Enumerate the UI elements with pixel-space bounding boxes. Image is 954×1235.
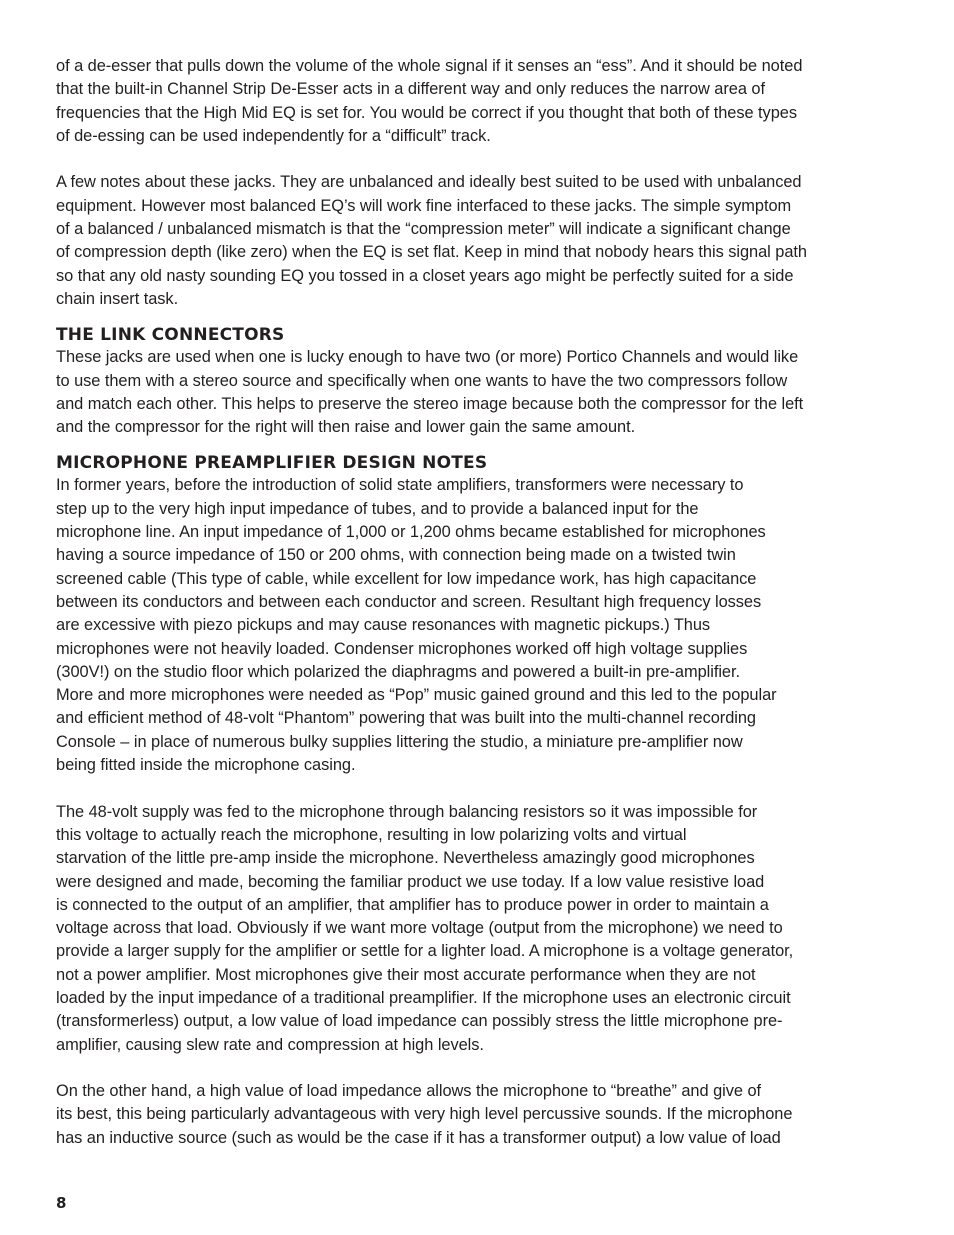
text-line: not a power amplifier. Most microphones give their most accurate performance when they are not xyxy=(56,965,756,984)
text-line: between its conductors and between each conductor and screen. Resultant high frequency losses xyxy=(56,592,762,611)
text-line: having a source impedance of 150 or 200 ohms, with connection being made on a twisted twin xyxy=(56,546,736,565)
text-line: frequencies that the High Mid EQ is set for. You would be correct if you thought that both of these types xyxy=(56,103,797,122)
text-line: step up to the very high input impedance of tubes, and to provide a balanced input for the xyxy=(56,499,699,518)
text-line: of de-essing can be used independently for a “difficult” track. xyxy=(56,126,491,145)
paragraph-spacer xyxy=(56,148,901,171)
text-line: of a balanced / unbalanced mismatch is that the “compression meter” will indicate a significant change xyxy=(56,220,791,239)
text-line: More and more microphones were needed as “Pop” music gained ground and this led to the popular xyxy=(56,686,777,705)
text-line: starvation of the little pre-amp inside the microphone. Nevertheless amazingly good microphones xyxy=(56,849,755,868)
text-line: microphone line. An input impedance of 1,000 or 1,200 ohms became established for microphones xyxy=(56,523,766,542)
text-line: loaded by the input impedance of a traditional preamplifier. If the microphone uses an electronic circuit xyxy=(56,988,791,1007)
text-line: of a de-esser that pulls down the volume of the whole signal if it senses an “ess”. And it should be noted xyxy=(56,57,803,75)
paragraph-link-connectors xyxy=(56,346,901,439)
text-line: The 48-volt supply was fed to the microphone through balancing resistors so it was impossible for xyxy=(56,802,758,821)
text-line: amplifier, causing slew rate and compression at high levels. xyxy=(56,1035,484,1054)
text-line: (transformerless) output, a low value of load impedance can possibly stress the little microphone pre- xyxy=(56,1012,783,1031)
text-line: is connected to the output of an amplifier, that amplifier has to produce power in order to maintain a xyxy=(56,895,769,914)
paragraph-jacks-notes xyxy=(56,171,901,311)
text-line: to use them with a stereo source and specifically when one wants to have the two compressors follow xyxy=(56,371,788,390)
text-line: equipment. However most balanced EQ’s will work fine interfaced to these jacks. The simple symptom xyxy=(56,196,792,215)
text-line: are excessive with piezo pickups and may cause resonances with magnetic pickups.) Thus xyxy=(56,616,711,635)
text-line: that the built-in Channel Strip De-Esser acts in a different way and only reduces the narrow area of xyxy=(56,80,765,99)
text-line: screened cable (This type of cable, while excellent for low impedance work, has high capacitance xyxy=(56,569,757,588)
section-heading-mic-preamp: MICROPHONE PREAMPLIFIER DESIGN NOTES xyxy=(56,453,488,474)
text-line: of compression depth (like zero) when the EQ is set flat. Keep in mind that nobody hears this signal path xyxy=(56,243,807,262)
document-page xyxy=(56,55,901,1150)
text-line: chain insert task. xyxy=(56,289,179,308)
paragraph-spacer xyxy=(56,1057,901,1080)
paragraph-load-impedance xyxy=(56,1080,901,1150)
section-heading-link-connectors: THE LINK CONNECTORS xyxy=(56,325,285,346)
text-line: and efficient method of 48-volt “Phantom” powering that was built into the multi-channel recording xyxy=(56,709,756,728)
text-line: were designed and made, becoming the familiar product we use today. If a low value resistive load xyxy=(56,872,765,891)
text-line: These jacks are used when one is lucky enough to have two (or more) Portico Channels and would like xyxy=(56,348,799,367)
text-line: microphones were not heavily loaded. Condenser microphones worked off high voltage supplies xyxy=(56,639,748,658)
text-line: On the other hand, a high value of load impedance allows the microphone to “breathe” and give of xyxy=(56,1082,762,1101)
text-line: provide a larger supply for the amplifier or settle for a lighter load. A microphone is a voltage generator, xyxy=(56,942,794,961)
paragraph-spacer xyxy=(56,777,901,800)
page-number: 8 xyxy=(56,1194,67,1212)
text-line: (300V!) on the studio floor which polarized the diaphragms and powered a built-in pre-amplifier. xyxy=(56,662,740,681)
text-line: and match each other. This helps to preserve the stereo image because both the compressor for the left xyxy=(56,394,804,413)
text-line: Console – in place of numerous bulky supplies littering the studio, a miniature pre-amplifier now xyxy=(56,732,743,751)
text-line: A few notes about these jacks. They are unbalanced and ideally best suited to be used with unbalanced xyxy=(56,173,802,192)
text-line: voltage across that load. Obviously if we want more voltage (output from the microphone) we need to xyxy=(56,919,783,938)
text-line: its best, this being particularly advantageous with very high level percussive sounds. If the microphone xyxy=(56,1105,793,1124)
text-line: In former years, before the introduction of solid state amplifiers, transformers were necessary to xyxy=(56,476,744,495)
paragraph-de-esser xyxy=(56,55,901,148)
paragraph-phantom-power xyxy=(56,801,901,1057)
text-line: so that any old nasty sounding EQ you tossed in a closet years ago might be perfectly suited for a side xyxy=(56,266,794,285)
paragraph-mic-history xyxy=(56,474,901,777)
text-line: and the compressor for the right will then raise and lower gain the same amount. xyxy=(56,418,636,437)
text-line: being fitted inside the microphone casing. xyxy=(56,756,356,775)
text-line: has an inductive source (such as would be the case if it has a transformer output) a low value of load xyxy=(56,1128,781,1147)
text-line: this voltage to actually reach the microphone, resulting in low polarizing volts and virtual xyxy=(56,825,687,844)
